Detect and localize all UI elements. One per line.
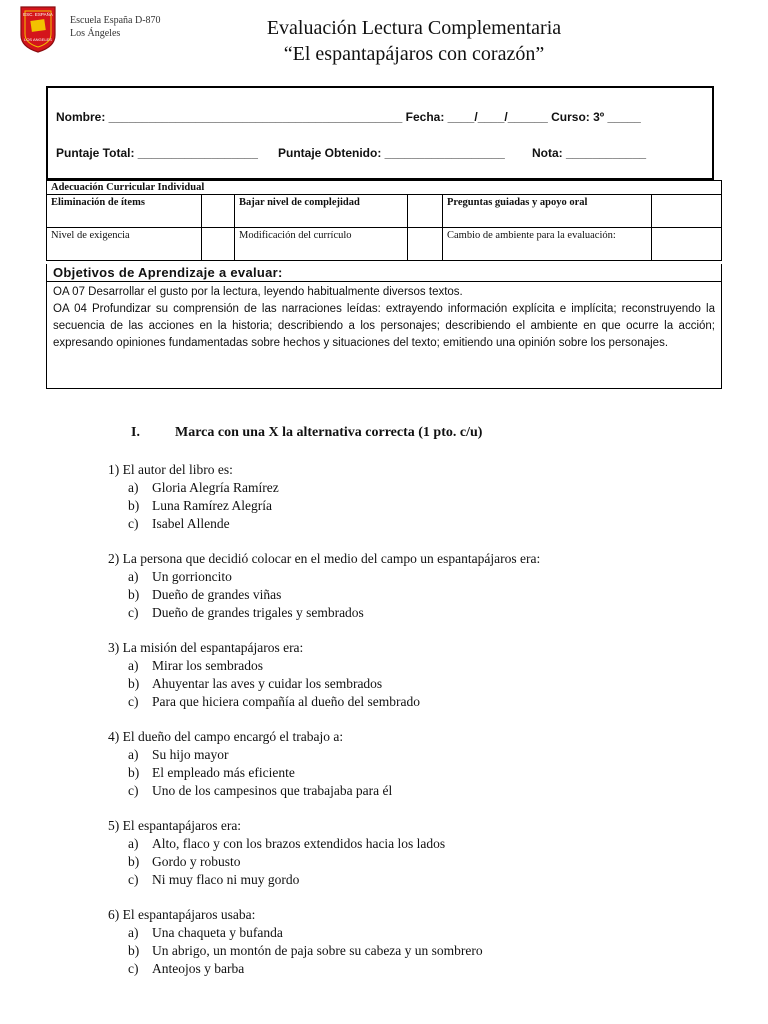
checkbox-nivel-exigencia[interactable] [202, 228, 235, 261]
option-text: Ni muy flaco ni muy gordo [152, 872, 300, 887]
option-letter: c) [128, 961, 139, 976]
option-letter: a) [128, 569, 139, 584]
page-title: Evaluación Lectura Complementaria [266, 17, 562, 39]
logo-bottom-text: LOS ANGELES [24, 37, 52, 42]
option-text: Ahuyentar las aves y cuidar los sembrados [152, 676, 383, 691]
option-letter: b) [128, 587, 140, 602]
question-6: 6) El espantapájaros usaba: [108, 907, 256, 922]
option-text: Su hijo mayor [152, 747, 229, 762]
option-letter: b) [128, 943, 140, 958]
option-text: Dueño de grandes viñas [152, 587, 282, 602]
school-logo [19, 5, 57, 53]
option-text: Luna Ramírez Alegría [152, 498, 272, 513]
option-letter: c) [128, 694, 139, 709]
checkbox-eliminacion[interactable] [202, 195, 235, 228]
checkbox-modificacion-curriculo[interactable] [408, 228, 443, 261]
puntaje-obtenido-field[interactable]: Puntaje Obtenido: __________________ [278, 146, 505, 160]
option-letter: c) [128, 872, 139, 887]
question-6-option-3[interactable] [128, 960, 244, 978]
objetivo-oa07: OA 07 Desarrollar el gusto por la lectura, leyendo habitualmente diversos textos. [53, 286, 463, 298]
question-3-option-3[interactable] [128, 693, 420, 711]
objetivos-title: Objetivos de Aprendizaje a evaluar: [47, 264, 721, 282]
question-5-option-1[interactable] [128, 835, 445, 853]
question-3-option-2[interactable] [128, 675, 382, 693]
school-line-2: Los Ángeles [70, 28, 121, 39]
puntaje-total-field[interactable]: Puntaje Total: __________________ [56, 146, 258, 160]
student-info-box [46, 86, 714, 180]
option-letter: a) [128, 747, 139, 762]
option-letter: a) [128, 658, 139, 673]
question-4: 4) El dueño del campo encargó el trabajo a: [108, 729, 344, 744]
adecuacion-title: Adecuación Curricular Individual [47, 181, 722, 195]
option-letter: b) [128, 498, 140, 513]
question-2-option-3[interactable] [128, 604, 364, 622]
page-subtitle: “El espantapájaros con corazón” [283, 43, 545, 65]
option-modificacion-curriculo: Modificación del currículo [235, 228, 408, 261]
question-2-option-2[interactable] [128, 586, 281, 604]
question-5: 5) El espantapájaros era: [108, 818, 242, 833]
question-6-option-1[interactable] [128, 924, 283, 942]
option-text: Mirar los sembrados [152, 658, 263, 673]
checkbox-bajar-nivel[interactable] [408, 195, 443, 228]
option-letter: a) [128, 925, 139, 940]
option-letter: c) [128, 605, 139, 620]
question-6-option-2[interactable] [128, 942, 483, 960]
option-letter: a) [128, 836, 139, 851]
school-line-1: Escuela España D-870 [70, 15, 161, 26]
question-5-option-2[interactable] [128, 853, 241, 871]
question-1-option-1[interactable] [128, 479, 279, 497]
name-date-course-field[interactable]: Nombre: ____________________________________________ Fecha: ____/____/______ Curso: 3º _____ [56, 110, 641, 124]
adecuacion-table [46, 180, 722, 261]
section-title: Marca con una X la alternativa correcta (1 pto. c/u) [175, 425, 483, 440]
option-text: Para que hiciera compañía al dueño del sembrado [152, 694, 421, 709]
checkbox-cambio-ambiente[interactable] [652, 228, 722, 261]
option-cambio-ambiente: Cambio de ambiente para la evaluación: [443, 228, 652, 261]
option-text: El empleado más eficiente [152, 765, 295, 780]
option-text: Gordo y robusto [152, 854, 241, 869]
option-eliminacion: Eliminación de ítems [47, 195, 202, 228]
option-text: Un abrigo, un montón de paja sobre su cabeza y un sombrero [152, 943, 483, 958]
option-text: Gloria Alegría Ramírez [152, 480, 279, 495]
option-nivel-exigencia: Nivel de exigencia [47, 228, 202, 261]
option-bajar-nivel: Bajar nivel de complejidad [235, 195, 408, 228]
option-text: Uno de los campesinos que trabajaba para él [152, 783, 393, 798]
question-3: 3) La misión del espantapájaros era: [108, 640, 304, 655]
question-5-option-3[interactable] [128, 871, 299, 889]
school-name [70, 14, 161, 40]
option-letter: a) [128, 480, 139, 495]
question-4-option-2[interactable] [128, 764, 295, 782]
option-text: Alto, flaco y con los brazos extendidos hacia los lados [152, 836, 446, 851]
option-letter: c) [128, 783, 139, 798]
option-letter: c) [128, 516, 139, 531]
option-letter: b) [128, 854, 140, 869]
option-text: Isabel Allende [152, 516, 230, 531]
question-1-option-2[interactable] [128, 497, 272, 515]
question-4-option-3[interactable] [128, 782, 392, 800]
question-2: 2) La persona que decidió colocar en el medio del campo un espantapájaros era: [108, 551, 541, 566]
question-4-option-1[interactable] [128, 746, 229, 764]
option-letter: b) [128, 676, 140, 691]
checkbox-preguntas-guiadas[interactable] [652, 195, 722, 228]
logo-top-text: ESC. ESPAÑA [23, 12, 53, 17]
nota-field[interactable]: Nota: ____________ [532, 146, 647, 160]
option-text: Anteojos y barba [152, 961, 245, 976]
option-letter: b) [128, 765, 140, 780]
objetivo-oa04: OA 04 Profundizar su comprensión de las narraciones leídas: extrayendo información explícita e implícita; reconstruyendo la secuencia de las acciones en la historia; describiendo a los personajes; describiendo el ambiente en que ocurre la acción; expresando opiniones fundamentadas sobre hechos y situaciones del texto; emitiendo una opinión sobre los personajes. [53, 303, 715, 349]
section-heading [131, 425, 482, 441]
section-number: I. [131, 425, 140, 440]
option-preguntas-guiadas: Preguntas guiadas y apoyo oral [443, 195, 652, 228]
question-2-option-1[interactable] [128, 568, 232, 586]
option-text: Dueño de grandes trigales y sembrados [152, 605, 364, 620]
question-3-option-1[interactable] [128, 657, 263, 675]
option-text: Un gorrioncito [152, 569, 232, 584]
objetivos-box [46, 264, 722, 389]
option-text: Una chaqueta y bufanda [152, 925, 283, 940]
question-1-option-3[interactable] [128, 515, 230, 533]
question-1: 1) El autor del libro es: [108, 462, 233, 477]
